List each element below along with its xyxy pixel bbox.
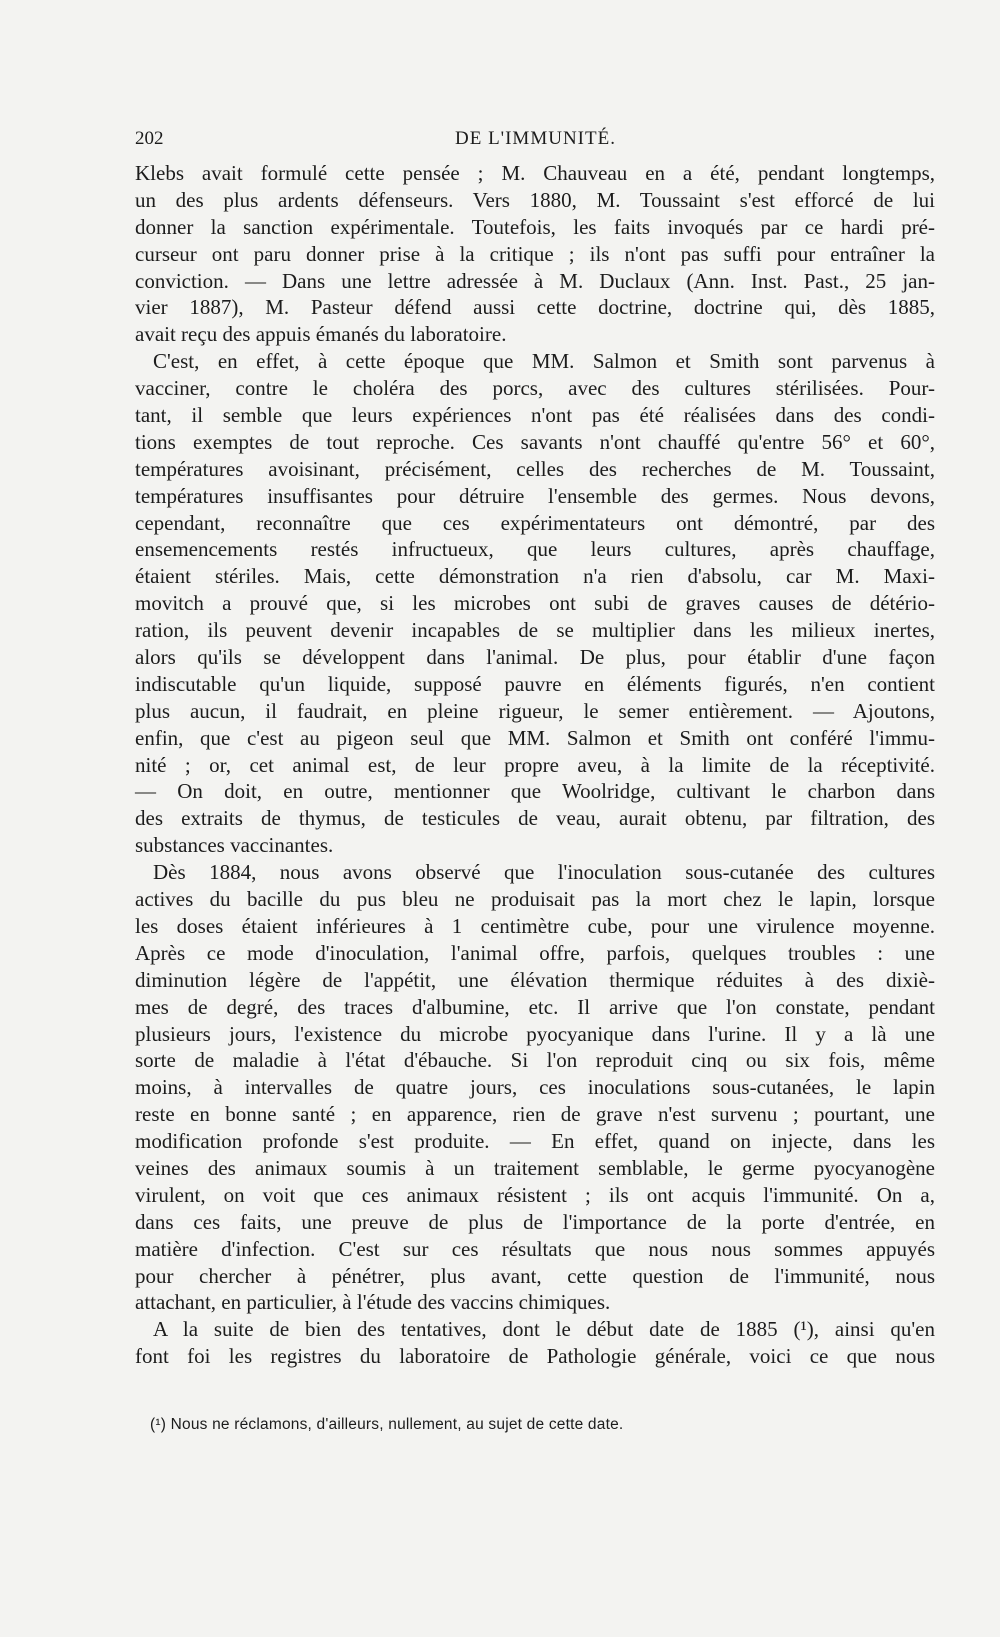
text-line: vier 1887), M. Pasteur défend aussi cette doctrine, doctrine qui, dès 1885, [135,295,935,320]
text-line: actives du bacille du pus bleu ne produisait pas la mort chez le lapin, lorsque [135,887,935,912]
text-line: vacciner, contre le choléra des porcs, avec des cultures stérilisées. Pour- [135,376,935,401]
text-line: veines des animaux soumis à un traitement semblable, le germe pyocyanogène [135,1155,935,1180]
text-line: reste en bonne santé ; en apparence, rien de grave n'est survenu ; pourtant, une [135,1102,935,1127]
text-line: étaient stériles. Mais, cette démonstration n'a rien d'absolu, car M. Maxi- [135,564,935,589]
text-line: curseur ont paru donner prise à la critique ; ils n'ont pas suffi pour entraîner la [135,241,935,266]
footnote-marker: (¹) [150,1416,167,1433]
text-line: matière d'infection. C'est sur ces résultats que nous nous sommes appuyés [135,1236,935,1261]
text-line: avait reçu des appuis émanés du laboratoire. [135,322,507,347]
text-line: movitch a prouvé que, si les microbes ont subi de graves causes de détério- [135,591,935,616]
text-line: Après ce mode d'inoculation, l'animal offre, parfois, quelques troubles : une [135,940,935,965]
text-line: nité ; or, cet animal est, de leur propre aveu, à la limite de la réceptivité. [135,752,935,777]
text-line: ration, ils peuvent devenir incapables de se multiplier dans les milieux inertes, [135,618,935,643]
page-header [135,128,935,158]
text-line: diminution légère de l'appétit, une élévation thermique réduites à des dixiè- [135,967,935,992]
text-line: ensemencements restés infructueux, que leurs cultures, après chauffage, [135,537,935,562]
text-line: températures insuffisantes pour détruire l'ensemble des germes. Nous devons, [135,483,935,508]
text-line: modification profonde s'est produite. — En effet, quand on injecte, dans les [135,1129,935,1154]
text-line: les doses étaient inférieures à 1 centimètre cube, pour une virulence moyenne. [135,913,935,938]
text-line: tions exemptes de tout reproche. Ces savants n'ont chauffé qu'entre 56° et 60°, [135,429,935,454]
running-title: DE L'IMMUNITÉ. [455,128,616,149]
text-line: des extraits de thymus, de testicules de veau, aurait obtenu, par filtration, des [135,806,935,831]
text-line: attachant, en particulier, à l'étude des vaccins chimiques. [135,1290,611,1315]
text-line: plus aucun, il faudrait, en pleine rigueur, le semer entièrement. — Ajoutons, [135,698,935,723]
text-line: dans ces faits, une preuve de plus de l'importance de la porte d'entrée, en [135,1209,935,1234]
text-line: Klebs avait formulé cette pensée ; M. Chauveau en a été, pendant longtemps, [135,161,935,185]
text-line: donner la sanction expérimentale. Toutefois, les faits invoqués par ce hardi pré- [135,214,935,239]
text-line: sorte de maladie à l'état d'ébauche. Si l'on reproduit cinq ou six fois, même [135,1048,935,1073]
page-number: 202 [135,128,164,149]
text-line: pour chercher à pénétrer, plus avant, cette question de l'immunité, nous [135,1263,935,1288]
text-line: indiscutable qu'un liquide, supposé pauvre en éléments figurés, n'en contient [135,671,935,696]
text-line: A la suite de bien des tentatives, dont le début date de 1885 (¹), ainsi qu'en [153,1317,935,1342]
text-line: — On doit, en outre, mentionner que Woolridge, cultivant le charbon dans [135,779,935,804]
text-line: virulent, on voit que ces animaux résistent ; ils ont acquis l'immunité. On a, [135,1182,935,1207]
text-line: un des plus ardents défenseurs. Vers 1880, M. Toussaint s'est efforcé de lui [135,187,935,212]
text-line: moins, à intervalles de quatre jours, ces inoculations sous-cutanées, le lapin [135,1075,935,1100]
text-line: enfin, que c'est au pigeon seul que MM. Salmon et Smith ont conféré l'immu- [135,725,935,750]
text-line: cependant, reconnaître que ces expérimentateurs ont démontré, par des [135,510,935,535]
text-line: plusieurs jours, l'existence du microbe pyocyanique dans l'urine. Il y a là une [135,1021,935,1046]
text-line: substances vaccinantes. [135,833,334,858]
footnote-text: Nous ne réclamons, d'ailleurs, nullement, au sujet de cette date. [170,1416,624,1433]
text-line: mes de degré, des traces d'albumine, etc. Il arrive que l'on constate, pendant [135,994,935,1019]
text-line: Dès 1884, nous avons observé que l'inoculation sous-cutanée des cultures [153,860,935,885]
text-line: conviction. — Dans une lettre adressée à M. Duclaux (Ann. Inst. Past., 25 jan- [135,268,935,293]
text-line: C'est, en effet, à cette époque que MM. Salmon et Smith sont parvenus à [153,349,935,374]
text-line: tant, il semble que leurs expériences n'ont pas été réalisées dans des condi- [135,403,935,428]
text-line: alors qu'ils se développent dans l'animal. De plus, pour établir d'une façon [135,645,935,670]
text-line: font foi les registres du laboratoire de Pathologie générale, voici ce que nous [135,1344,935,1369]
text-line: températures avoisinant, précisément, celles des recherches de M. Toussaint, [135,456,935,481]
footnote [150,1416,930,1434]
body-text [135,160,935,1370]
